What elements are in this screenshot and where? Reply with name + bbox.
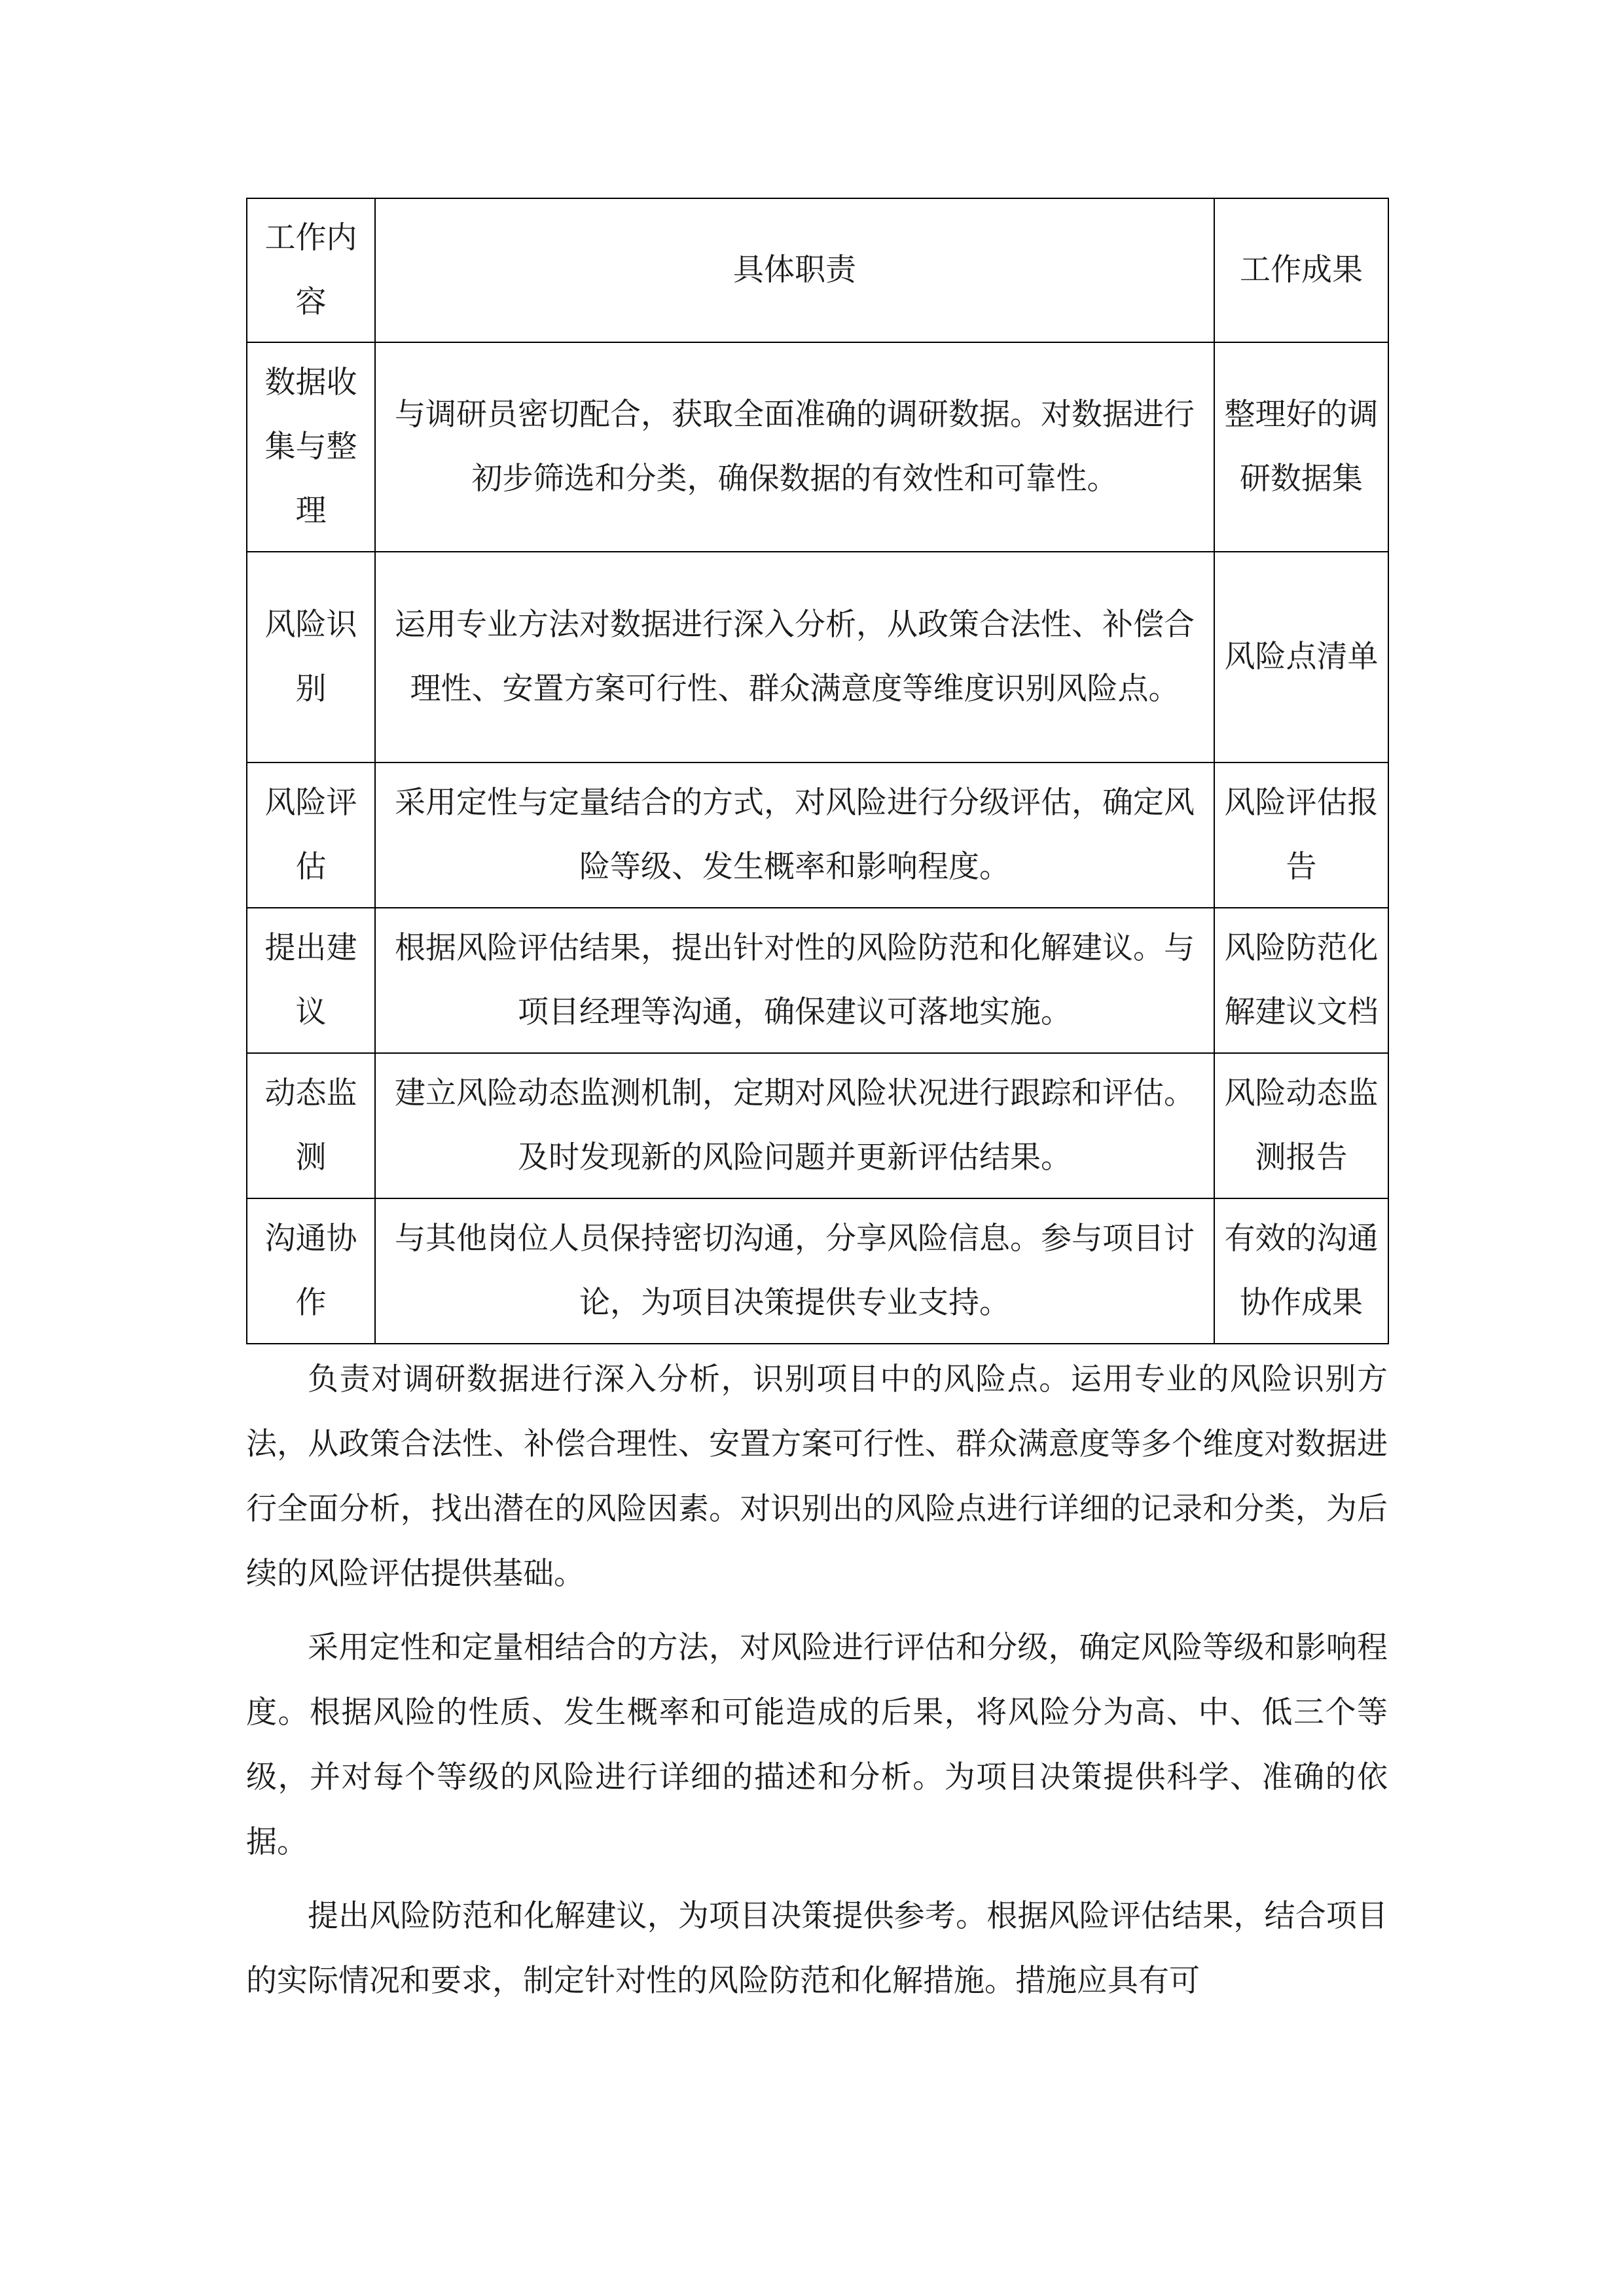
paragraph-risk-suggestions: 提出风险防范和化解建议，为项目决策提供参考。根据风险评估结果，结合项目的实际情况和要求，制定针对性的风险防范和化解措施。措施应具有可 (246, 1898, 1388, 1999)
cell-work-result: 风险动态监测报告 (1214, 1053, 1388, 1198)
cell-work-result: 风险点清单 (1214, 552, 1388, 762)
cell-specific-duty: 与调研员密切配合，获取全面准确的调研数据。对数据进行初步筛选和分类，确保数据的有效性和可靠性。 (375, 342, 1214, 552)
cell-specific-duty: 建立风险动态监测机制，定期对风险状况进行跟踪和评估。及时发现新的风险问题并更新评估结果。 (375, 1053, 1214, 1198)
cell-specific-duty: 与其他岗位人员保持密切沟通，分享风险信息。参与项目讨论，为项目决策提供专业支持。 (375, 1198, 1214, 1344)
paragraph-risk-assessment: 采用定性和定量相结合的方法，对风险进行评估和分级，确定风险等级和影响程度。根据风险的性质、发生概率和可能造成的后果，将风险分为高、中、低三个等级，并对每个等级的风险进行详细的描述和分析。为项目决策提供科学、准确的依据。 (246, 1630, 1388, 1860)
table-row (247, 552, 1388, 762)
cell-work-content: 动态监测 (247, 1053, 375, 1198)
cell-specific-duty: 采用定性与定量结合的方式，对风险进行分级评估，确定风险等级、发生概率和影响程度。 (375, 762, 1214, 908)
cell-work-content: 数据收集与整理 (247, 342, 375, 552)
paragraph-risk-identification: 负责对调研数据进行深入分析，识别项目中的风险点。运用专业的风险识别方法，从政策合法性、补偿合理性、安置方案可行性、群众满意度等多个维度对数据进行全面分析，找出潜在的风险因素。对识别出的风险点进行详细的记录和分类，为后续的风险评估提供基础。 (246, 1361, 1388, 1592)
cell-specific-duty: 根据风险评估结果，提出针对性的风险防范和化解建议。与项目经理等沟通，确保建议可落地实施。 (375, 908, 1214, 1053)
table-row (247, 342, 1388, 552)
cell-specific-duty: 运用专业方法对数据进行深入分析，从政策合法性、补偿合理性、安置方案可行性、群众满意度等维度识别风险点。 (375, 552, 1214, 762)
table-row (247, 762, 1388, 908)
cell-work-result: 有效的沟通协作成果 (1214, 1198, 1388, 1344)
header-work-content: 工作内容 (247, 198, 375, 342)
cell-work-content: 风险识别 (247, 552, 375, 762)
table-header-row (247, 198, 1388, 342)
table-row (247, 1053, 1388, 1198)
cell-work-result: 风险评估报告 (1214, 762, 1388, 908)
cell-work-content: 风险评估 (247, 762, 375, 908)
header-specific-duties: 具体职责 (375, 198, 1214, 342)
cell-work-content: 沟通协作 (247, 1198, 375, 1344)
header-work-results: 工作成果 (1214, 198, 1388, 342)
cell-work-content: 提出建议 (247, 908, 375, 1053)
duties-table (246, 198, 1389, 1344)
table-row (247, 1198, 1388, 1344)
cell-work-result: 风险防范化解建议文档 (1214, 908, 1388, 1053)
table-row (247, 908, 1388, 1053)
cell-work-result: 整理好的调研数据集 (1214, 342, 1388, 552)
